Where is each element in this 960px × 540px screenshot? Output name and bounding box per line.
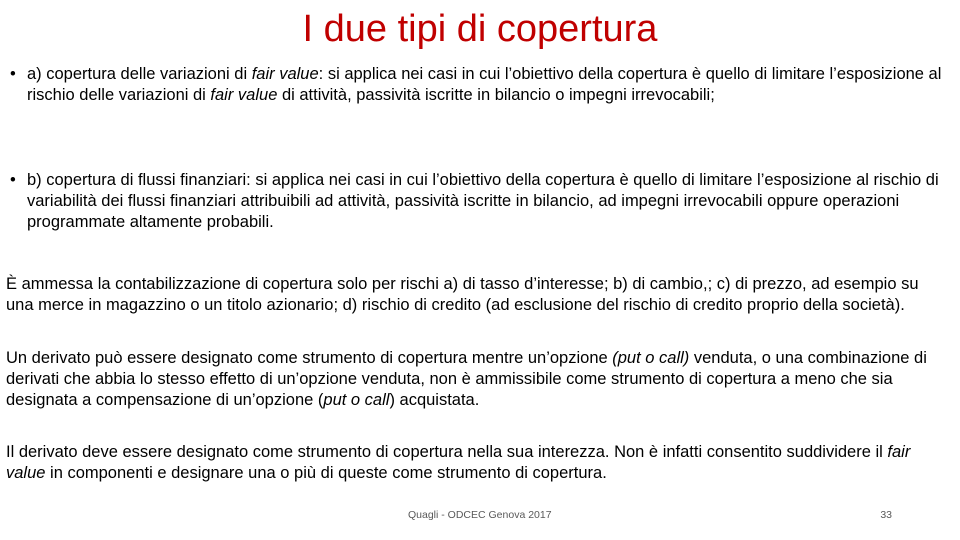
text-run: in componenti e designare una o più di queste come strumento di copertura. — [45, 464, 607, 482]
text-run: Un derivato può essere designato come strumento di copertura mentre un’opzione — [6, 349, 613, 367]
italic-term: fair value — [210, 86, 278, 104]
paragraph-derivative-designation — [6, 348, 950, 411]
paragraph-eligible-risks: È ammessa la contabilizzazione di copertura solo per rischi a) di tasso d’interesse; b) di cambio,; c) di prezzo, ad esempio su una merce in magazzino o un titolo azionario; d) rischio di credito (ad esclusione del rischio di credito proprio della società). — [6, 275, 919, 314]
slide-title: I due tipi di copertura — [302, 8, 658, 50]
paragraph-entirety — [6, 442, 950, 484]
text-run: di attività, passività iscritte in bilancio o impegni irrevocabili; — [277, 86, 715, 104]
slide-footer: Quagli - ODCEC Genova 2017 — [408, 509, 552, 521]
bullet-marker: • — [10, 171, 16, 189]
italic-term: put o call — [323, 391, 390, 409]
bullet-text — [27, 64, 950, 106]
text-run: a) copertura delle variazioni di — [27, 65, 252, 83]
text-run: venduta, o una combinazione di derivati che abbia lo stesso effetto di un’opzione venduta, non è ammissibile come strumento di copertura a meno che sia designata a compensazione di un’opzione ( — [6, 349, 927, 409]
bullet-fair-value-hedge — [10, 64, 950, 106]
text-run: : si applica nei casi in cui l’obiettivo della copertura è quello di limitare l’esposizione al rischio delle variazioni di — [27, 65, 942, 104]
text-run: ) acquistata. — [389, 391, 480, 409]
bullet-text: b) copertura di flussi finanziari: si applica nei casi in cui l’obiettivo della copertura è quello di limitare l’esposizione al rischio di variabilità dei flussi finanziari attribuibili ad attività, passività iscritte in bilancio, ad impegni irrevocabili oppure operazioni programmate altamente probabili. — [27, 171, 939, 231]
italic-term: fair value — [6, 443, 911, 482]
italic-term: fair value — [251, 65, 319, 83]
bullet-cash-flow-hedge — [10, 170, 950, 233]
page-number: 33 — [880, 509, 892, 521]
italic-term: (put o call) — [612, 349, 690, 367]
bullet-marker: • — [10, 65, 16, 83]
text-run: Il derivato deve essere designato come strumento di copertura nella sua interezza. Non è infatti consentito suddividere il — [6, 443, 888, 461]
